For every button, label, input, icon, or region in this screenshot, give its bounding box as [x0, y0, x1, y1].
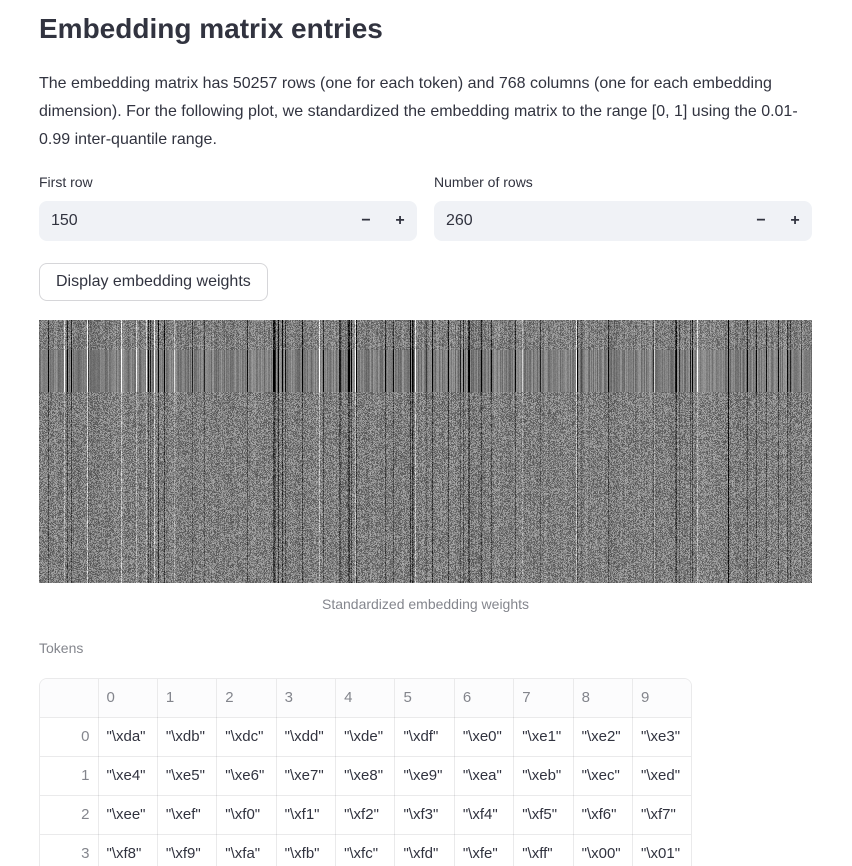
tokens-table-cell: "\xf0": [217, 796, 276, 835]
tokens-table-cell: "\xfb": [276, 835, 335, 866]
num-rows-decrement-button[interactable]: −: [744, 201, 778, 241]
num-rows-widget: [434, 174, 812, 241]
tokens-table-cell: "\xed": [633, 757, 692, 796]
num-rows-label: Number of rows: [434, 174, 533, 190]
tokens-table-cell: "\xea": [454, 757, 513, 796]
tokens-table-cell: "\xe3": [633, 718, 692, 757]
tokens-table-col-header: 4: [336, 679, 395, 718]
tokens-table-cell: "\xf6": [573, 796, 632, 835]
tokens-table-cell: "\xf2": [336, 796, 395, 835]
tokens-table-row-index: 2: [40, 796, 98, 835]
tokens-table-cell: "\xe6": [217, 757, 276, 796]
tokens-table-cell: "\xeb": [514, 757, 573, 796]
embedding-weights-plot: [39, 320, 812, 583]
tokens-table-cell: "\xe8": [336, 757, 395, 796]
tokens-table-cell: "\xe2": [573, 718, 632, 757]
first-row-number-input[interactable]: [39, 201, 417, 241]
num-rows-value-field[interactable]: [434, 201, 744, 241]
tokens-table-col-header: 5: [395, 679, 454, 718]
description-text: The embedding matrix has 50257 rows (one for each token) and 768 columns (one for each embedding dimension). For the following plot, we standardized the embedding matrix to the range [0, 1] using the 0.01-0.99 inter-quantile range.: [39, 75, 798, 148]
tokens-table-cell: "\xfa": [217, 835, 276, 866]
tokens-table-cell: "\xef": [157, 796, 216, 835]
tokens-table-row: [40, 835, 692, 866]
tokens-table-col-header: 0: [98, 679, 157, 718]
tokens-table-cell: "\xe7": [276, 757, 335, 796]
tokens-table-cell: "\xee": [98, 796, 157, 835]
number-inputs-row: [39, 174, 812, 241]
tokens-table-col-header: 3: [276, 679, 335, 718]
tokens-table-row: [40, 796, 692, 835]
tokens-table-cell: "\xfe": [454, 835, 513, 866]
tokens-table-cell: "\xde": [336, 718, 395, 757]
tokens-table-cell: "\xf8": [98, 835, 157, 866]
page-title: Embedding matrix entries: [39, 13, 383, 44]
tokens-table-cell: "\xf3": [395, 796, 454, 835]
tokens-table-cell: "\xdb": [157, 718, 216, 757]
tokens-table-cell: "\xff": [514, 835, 573, 866]
num-rows-number-input[interactable]: [434, 201, 812, 241]
tokens-table-cell: "\xdc": [217, 718, 276, 757]
tokens-table-cell: "\xe5": [157, 757, 216, 796]
tokens-table-cell: "\xf4": [454, 796, 513, 835]
tokens-table-body: [40, 718, 692, 866]
tokens-table-row: [40, 718, 692, 757]
tokens-table-row: [40, 757, 692, 796]
tokens-table-cell: "\xec": [573, 757, 632, 796]
num-rows-increment-button[interactable]: +: [778, 201, 812, 241]
tokens-table-cell: "\xe1": [514, 718, 573, 757]
first-row-increment-button[interactable]: +: [383, 201, 417, 241]
tokens-label: Tokens: [39, 640, 84, 656]
tokens-table-cell: "\xdf": [395, 718, 454, 757]
first-row-value-field[interactable]: [39, 201, 349, 241]
tokens-table-col-header: 2: [217, 679, 276, 718]
main-content: [39, 0, 812, 866]
first-row-decrement-button[interactable]: −: [349, 201, 383, 241]
tokens-table: [40, 679, 692, 866]
tokens-table-col-header: 6: [454, 679, 513, 718]
tokens-table-cell: "\xe0": [454, 718, 513, 757]
tokens-table-row-index: 3: [40, 835, 98, 866]
first-row-widget: [39, 174, 417, 241]
tokens-table-cell: "\xfc": [336, 835, 395, 866]
tokens-table-cell: "\xe9": [395, 757, 454, 796]
tokens-table-wrapper: [39, 678, 692, 866]
tokens-table-col-header: 8: [573, 679, 632, 718]
tokens-table-cell: "\x01": [641, 845, 681, 862]
tokens-table-cell: "\xda": [98, 718, 157, 757]
tokens-table-col-header: 7: [514, 679, 573, 718]
tokens-table-cell: "\xf7": [633, 796, 692, 835]
tokens-table-cell: "\xf1": [276, 796, 335, 835]
display-embedding-weights-button[interactable]: Display embedding weights: [39, 263, 268, 301]
tokens-table-cell: "\xf5": [514, 796, 573, 835]
tokens-table-col-header: 1: [157, 679, 216, 718]
tokens-table-index-header: [40, 679, 98, 718]
plot-caption: Standardized embedding weights: [321, 596, 530, 612]
tokens-table-row-index: 0: [40, 718, 98, 757]
tokens-table-row-index: 1: [40, 757, 98, 796]
tokens-table-header: [40, 679, 692, 718]
tokens-table-cell: "\xfd": [395, 835, 454, 866]
tokens-table-cell: "\xdd": [276, 718, 335, 757]
tokens-table-col-header: 9: [633, 679, 692, 718]
first-row-label: First row: [39, 174, 93, 190]
tokens-table-cell: "\x00": [573, 835, 632, 866]
tokens-table-cell: "\xe4": [98, 757, 157, 796]
tokens-table-cell: "\xf9": [157, 835, 216, 866]
